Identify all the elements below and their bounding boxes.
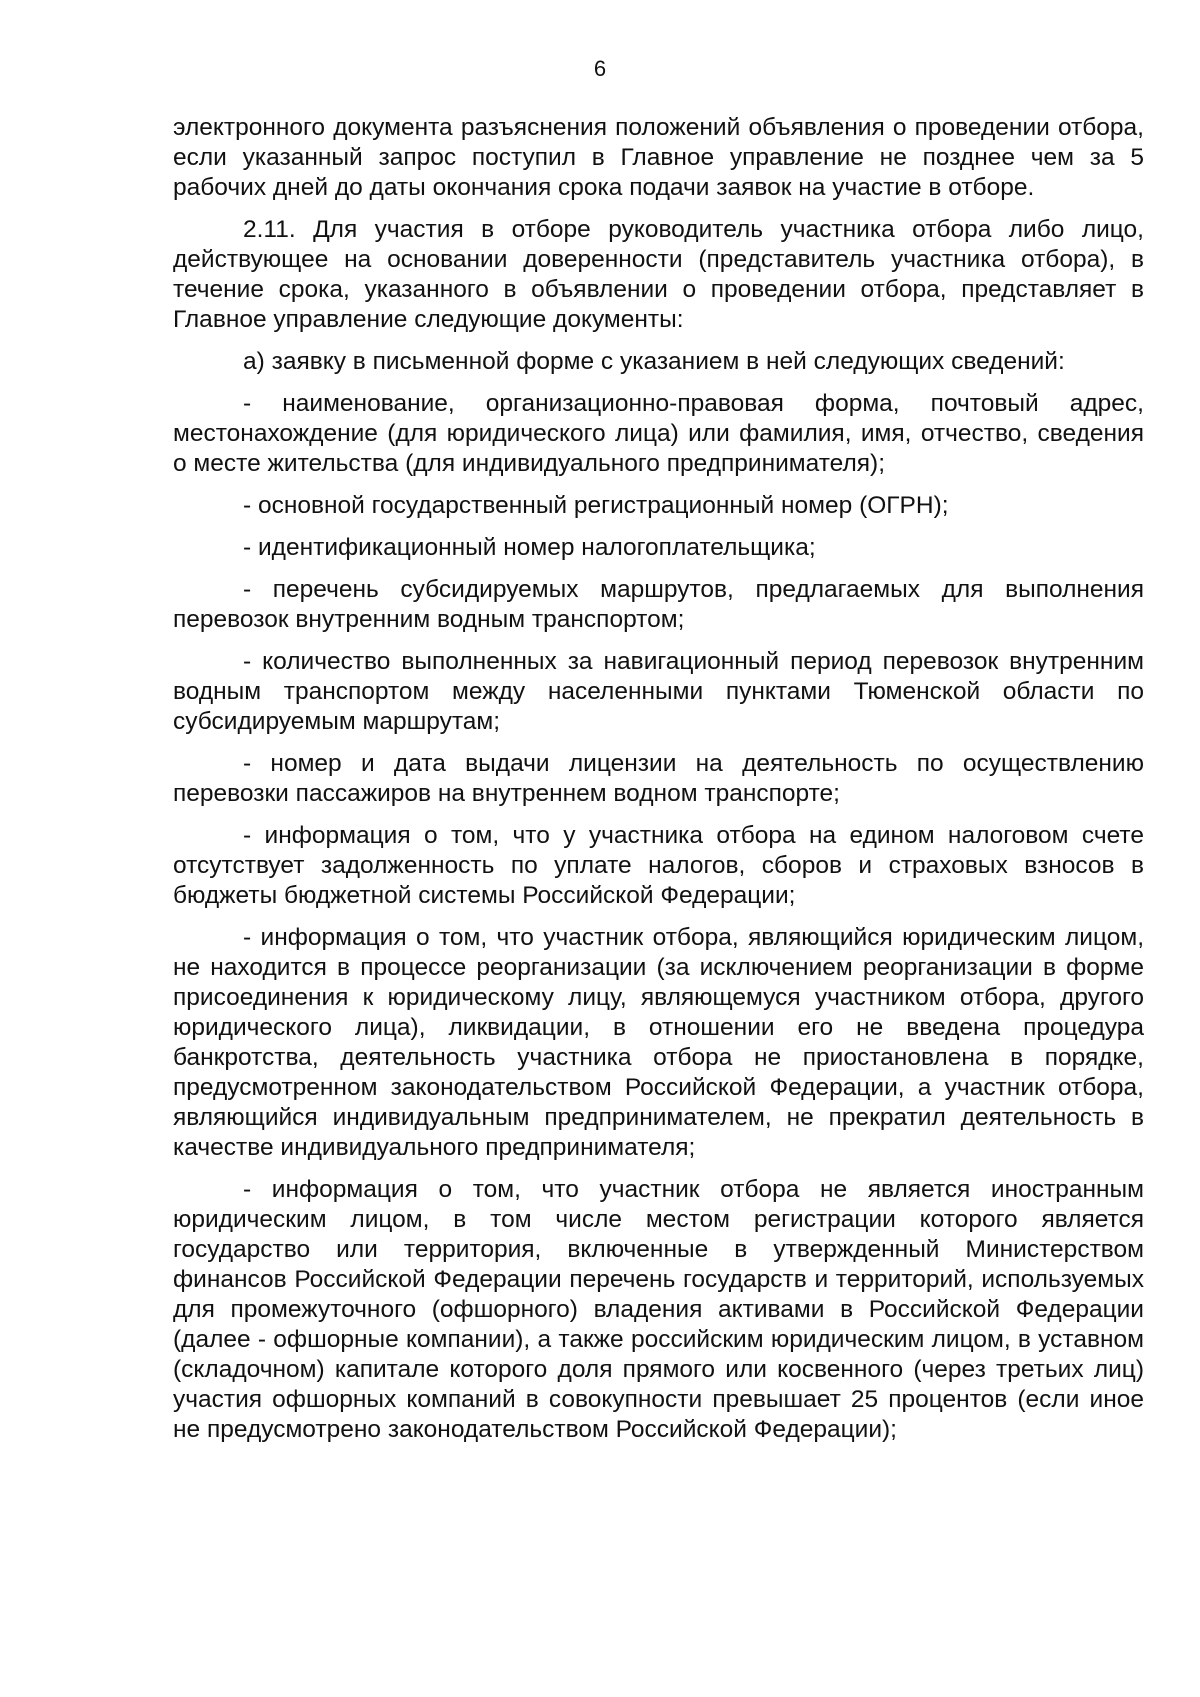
list-item-offshore: - информация о том, что участник отбора не является иностранным юридическим лицом, в том числе местом регистрации которого является государство или территория, включенные в утвержденный Министерством финансов Российской Федерации перечень государств и территорий, используемых для промежуточного (офшорного) владения активами в Российской Федерации (далее - офшорные компании), а также российским юридическим лицом, в уставном (складочном) капитале которого доля прямого или косвенного (через третьих лиц) участия офшорных компаний в совокупности превышает 25 процентов (если иное не предусмотрено законодательством Российской Федерации); [173, 1176, 1144, 1443]
page-number: 6 [593, 56, 607, 81]
list-item-tax-debt: - информация о том, что у участника отбора на едином налоговом счете отсутствует задолженность по уплате налогов, сборов и страховых взносов в бюджеты бюджетной системы Российской Федерации; [173, 822, 1144, 909]
document-body [173, 113, 1144, 1457]
list-item-reorganization: - информация о том, что участник отбора, являющийся юридическим лицом, не находится в процессе реорганизации (за исключением реорганизации в форме присоединения к юридическому лицу, являющемуся участником отбора, другого юридического лица), ликвидации, в отношении его не введена процедура банкротства, деятельность участника отбора не приостановлена в порядке, предусмотренном законодательством Российской Федерации, а участник отбора, являющийся индивидуальным предпринимателем, не прекратил деятельность в качестве индивидуального предпринимателя; [173, 924, 1144, 1161]
list-item-routes: - перечень субсидируемых маршрутов, предлагаемых для выполнения перевозок внутренним водным транспортом; [173, 576, 1144, 633]
list-item-license: - номер и дата выдачи лицензии на деятельность по осуществлению перевозки пассажиров на внутреннем водном транспорте; [173, 750, 1144, 807]
paragraph-continuation: электронного документа разъяснения положений объявления о проведении отбора, если указанный запрос поступил в Главное управление не позднее чем за 5 рабочих дней до даты окончания срока подачи заявок на участие в отборе. [173, 114, 1144, 201]
paragraph-2-11: 2.11. Для участия в отборе руководитель участника отбора либо лицо, действующее на основании доверенности (представитель участника отбора), в течение срока, указанного в объявлении о проведении отбора, представляет в Главное управление следующие документы: [173, 216, 1144, 333]
paragraph-item-a: а) заявку в письменной форме с указанием в ней следующих сведений: [243, 348, 1065, 375]
list-item-transport-count: - количество выполненных за навигационный период перевозок внутренним водным транспортом между населенными пунктами Тюменской области по субсидируемым маршрутам; [173, 648, 1144, 735]
list-item-name-address: - наименование, организационно-правовая форма, почтовый адрес, местонахождение (для юридического лица) или фамилия, имя, отчество, сведения о месте жительства (для индивидуального предпринимателя); [173, 390, 1144, 477]
list-item-ogrn: - основной государственный регистрационный номер (ОГРН); [243, 492, 949, 519]
list-item-inn: - идентификационный номер налогоплательщика; [243, 534, 816, 561]
